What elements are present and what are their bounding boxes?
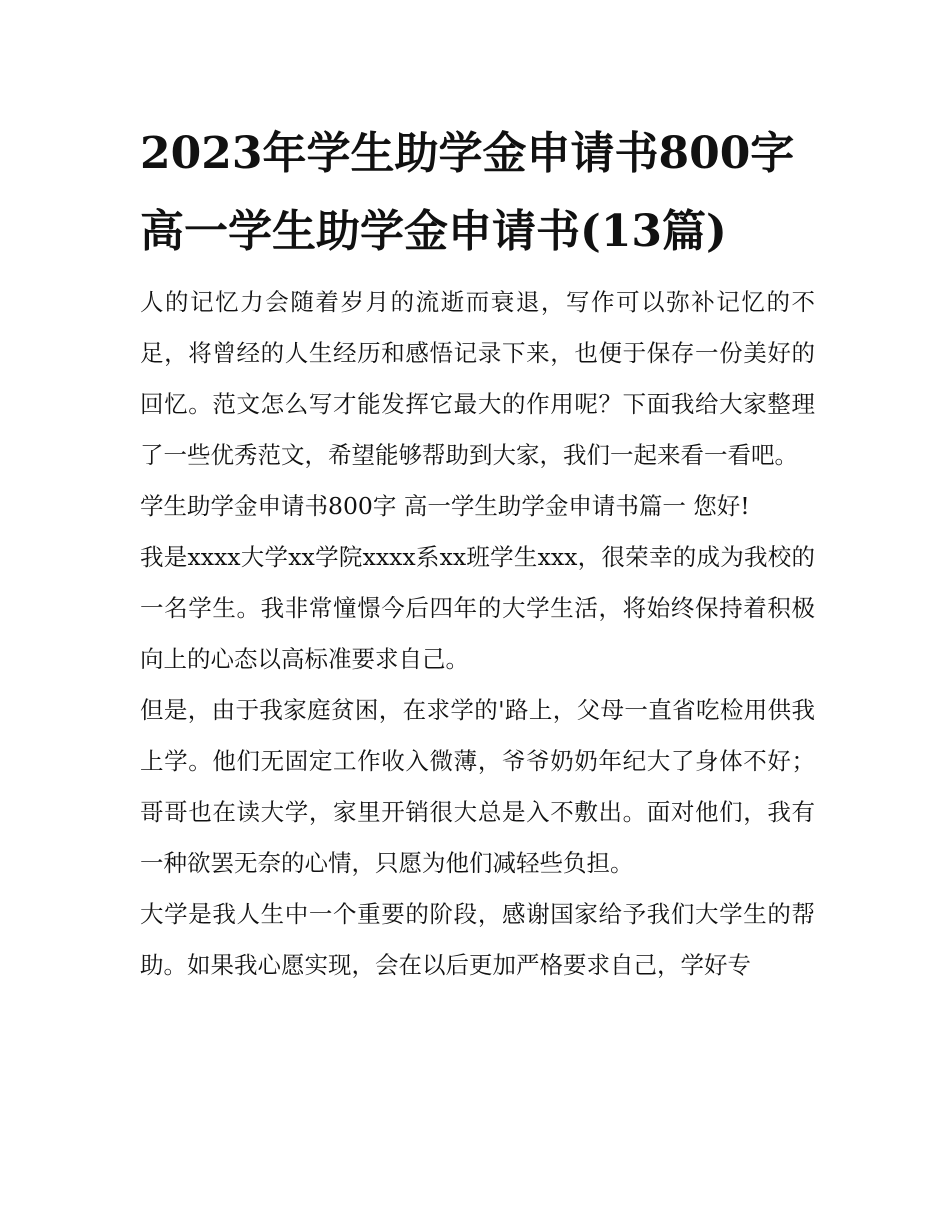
- document-page: [140, 115, 815, 991]
- paragraph-gratitude: 大学是我人生中一个重要的阶段，感谢国家给予我们大学生的帮助。如果我心愿实现，会在以后更加严格要求自己，学好专: [140, 900, 815, 979]
- paragraph-intro: 人的记忆力会随着岁月的流逝而衰退，写作可以弥补记忆的不足，将曾经的人生经历和感悟记录下来，也便于保存一份美好的回忆。范文怎么写才能发挥它最大的作用呢？下面我给大家整理了一些优秀范文，希望能够帮助到大家，我们一起来看一看吧。: [140, 288, 815, 469]
- paragraph-section-heading: 学生助学金申请书800字 高一学生助学金申请书篇一 您好!: [140, 492, 750, 520]
- paragraph-self-introduction: 我是xxxx大学xx学院xxxx系xx班学生xxx，很荣幸的成为我校的一名学生。我非常憧憬今后四年的大学生活，将始终保持着积极向上的心态以高标准要求自己。: [140, 543, 815, 673]
- document-title: 2023年学生助学金申请书800字 高一学生助学金申请书(13篇): [140, 128, 795, 257]
- paragraph-family-situation: 但是，由于我家庭贫困，在求学的'路上，父母一直省吃检用供我上学。他们无固定工作收入微薄，爷爷奶奶年纪大了身体不好；哥哥也在读大学，家里开销很大总是入不敷出。面对他们，我有一种欲罢无奈的心情，只愿为他们减轻些负担。: [140, 696, 815, 877]
